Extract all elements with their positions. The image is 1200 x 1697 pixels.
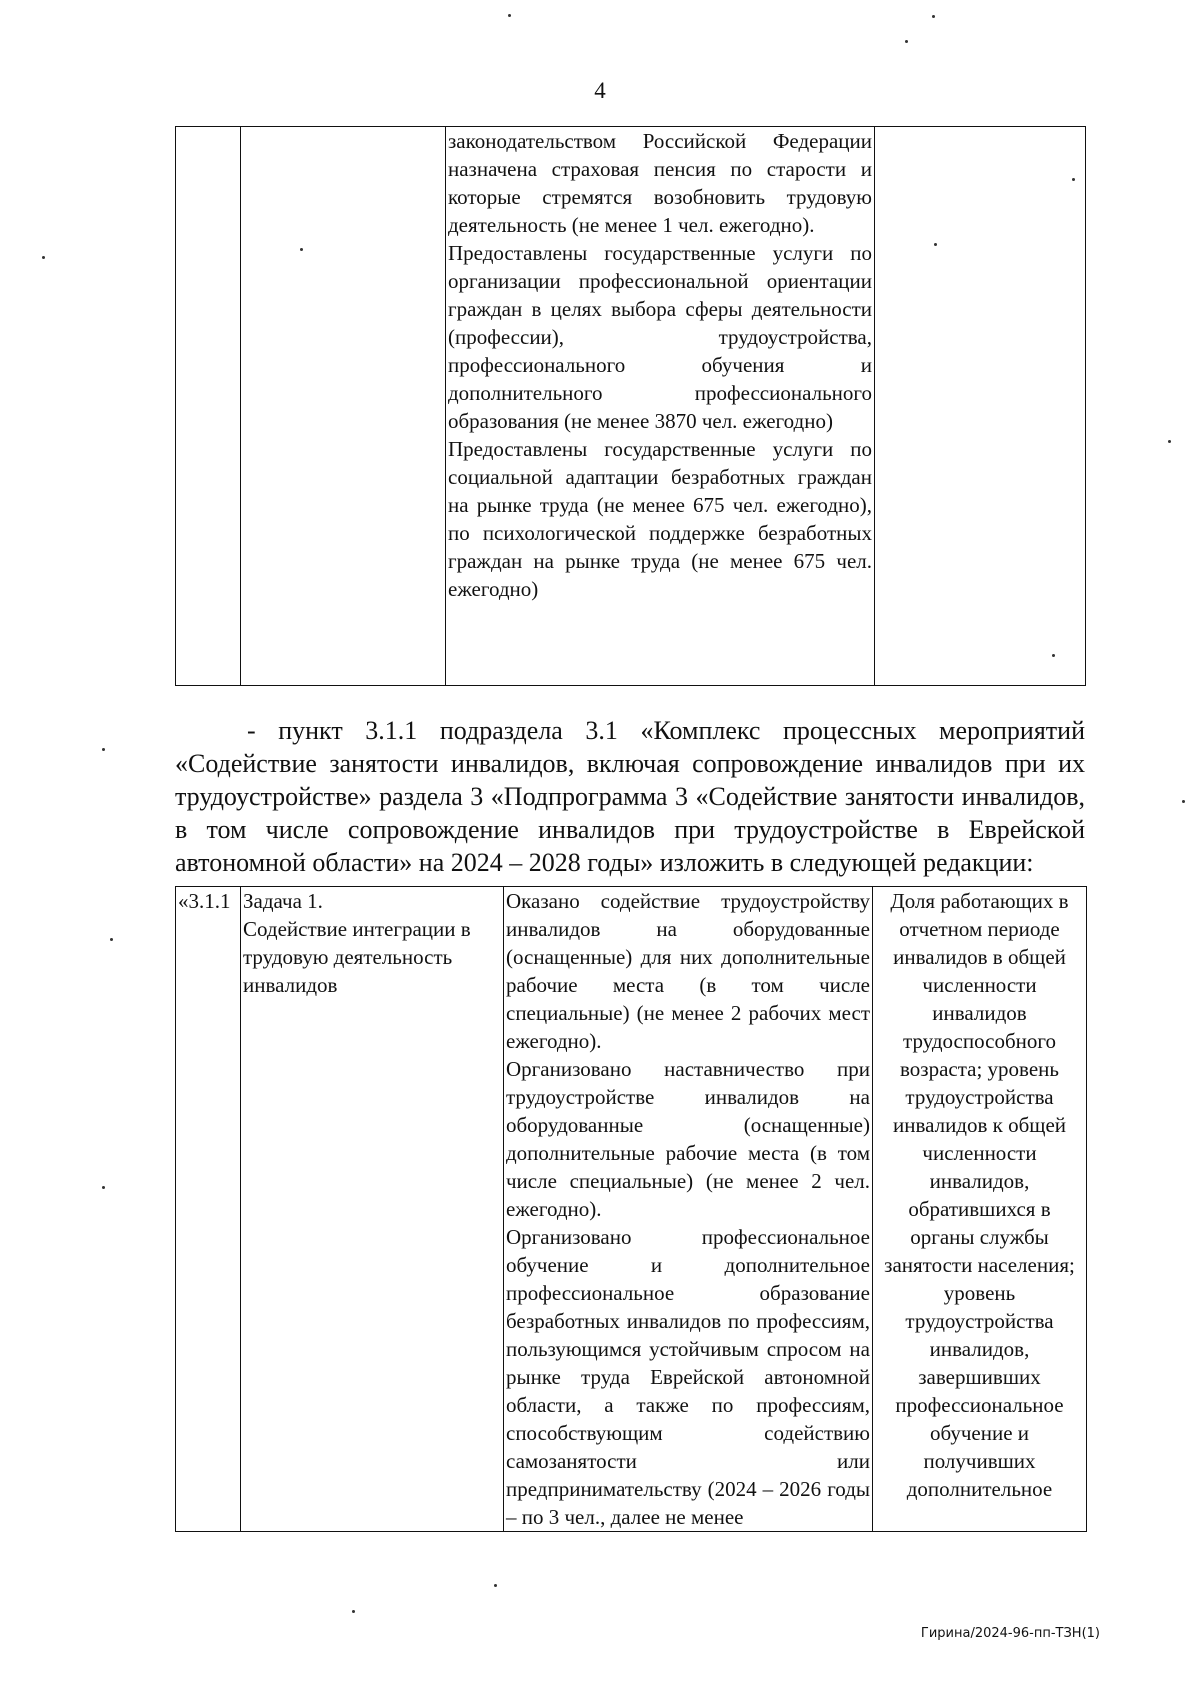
scan-speck [352, 1610, 355, 1613]
scan-speck [494, 1584, 497, 1587]
result-paragraph: Оказано содействие трудоустройству инвалидов на оборудованные (оснащенные) для них дополнительные рабочие места (в том числе специальные) (не менее 2 рабочих мест ежегодно). [506, 889, 870, 1053]
scan-speck [42, 256, 45, 259]
scan-speck [508, 14, 511, 17]
amendment-paragraph: - пункт 3.1.1 подраздела 3.1 «Комплекс процессных мероприятий «Содействие занятости инвалидов, включая сопровождение инвалидов при их трудоустройстве» раздела 3 «Подпрограмма 3 «Содействие занятости инвалидов, в том числе сопровождение инвалидов при трудоустройстве в Еврейской автономной области» на 2024 – 2028 годы» изложить в следующей редакции: [175, 716, 1085, 877]
table-cell-task [241, 887, 504, 1532]
table-cell-results [504, 887, 873, 1532]
page-number: 4 [594, 78, 606, 103]
scan-speck [905, 40, 908, 43]
scan-speck [934, 243, 937, 246]
scan-speck [1182, 800, 1185, 803]
table-amendment [175, 886, 1087, 1532]
result-paragraph: Организовано наставничество при трудоустройстве инвалидов на оборудованные (оснащенные) дополнительные рабочие места (в том числе специальные) (не менее 2 чел. ежегодно). [506, 1057, 870, 1221]
table-cell-indicators: Доля работающих в отчетном периоде инвалидов в общей численности инвалидов трудоспособного возраста; уровень трудоустройства инвалидов к общей численности инвалидов, обратившихся в органы службы занятости населения; уровень трудоустройства инвалидов, завершивших профессиональное обучение и получивших дополнительное [873, 887, 1087, 1532]
table-cell-indicators [875, 127, 1086, 686]
table-row [176, 887, 1087, 1532]
result-paragraph: Предоставлены государственные услуги по социальной адаптации безработных граждан на рынке труда (не менее 675 чел. ежегодно), по психологической поддержке безработных граждан на рынке труда (не менее 675 чел. ежегодно) [448, 437, 872, 601]
table-cell-number: «3.1.1 [176, 887, 241, 1532]
task-text: Содействие интеграции в трудовую деятельность инвалидов [243, 917, 471, 997]
table-continuation [175, 126, 1086, 686]
result-paragraph: Предоставлены государственные услуги по организации профессиональной ориентации граждан в целях выбора сферы деятельности (профессии), трудоустройства, профессионального обучения и дополнительного профессионального образования (не менее 3870 чел. ежегодно) [448, 241, 872, 433]
scan-speck [102, 1186, 105, 1189]
table-cell-results [446, 127, 875, 686]
scan-speck [300, 248, 303, 251]
document-footer: Гирина/2024-96-пп-ТЗН(1) [920, 1626, 1100, 1641]
result-paragraph: Организовано профессиональное обучение и дополнительное профессиональное образование безработных инвалидов по профессиям, пользующимся устойчивым спросом на рынке труда Еврейской автономной области, а также по профессиям, способствующим содействию самозанятости или предпринимательству (2024 – 2026 годы – по 3 чел., далее не менее [506, 1225, 870, 1529]
scan-speck [1052, 654, 1055, 657]
result-paragraph: законодательством Российской Федерации назначена страховая пенсия по старости и которые стремятся возобновить трудовую деятельность (не менее 1 чел. ежегодно). [448, 129, 872, 237]
scan-speck [1168, 440, 1171, 443]
table-cell-task [241, 127, 446, 686]
scan-speck [1072, 178, 1075, 181]
scan-speck [102, 748, 105, 751]
table-cell-number [176, 127, 241, 686]
task-title: Задача 1. [243, 889, 323, 913]
table-row [176, 127, 1086, 686]
scan-speck [110, 938, 113, 941]
scan-speck [932, 15, 935, 18]
